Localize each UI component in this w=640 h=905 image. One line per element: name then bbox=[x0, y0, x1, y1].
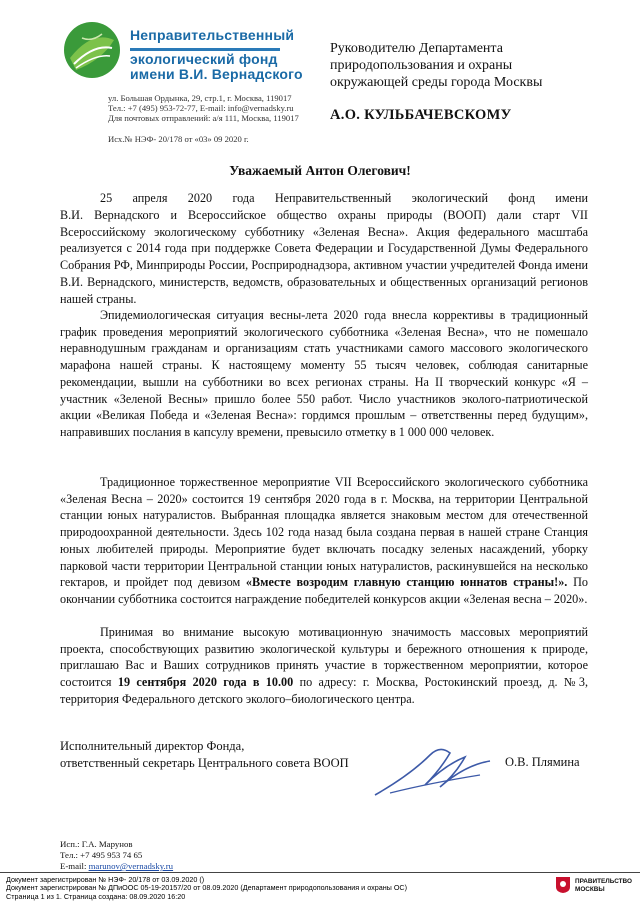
paragraph-3-motto: «Вместе возродим главную станцию юннатов страны!». bbox=[245, 575, 568, 590]
registration-footer bbox=[6, 876, 407, 901]
paragraph-3 bbox=[60, 474, 588, 608]
paragraph-4 bbox=[60, 624, 588, 708]
outgoing-number: Исх.№ НЭФ- 20/178 от «03» 09 2020 г. bbox=[108, 134, 249, 144]
fund-logo-icon bbox=[62, 20, 122, 80]
signatory-block bbox=[60, 738, 349, 771]
org-address: ул. Большая Ордынка, 29, стр.1, г. Москва, 119017 bbox=[108, 93, 292, 103]
addressee-line1: Руководителю Департамента bbox=[330, 41, 503, 56]
gov-label-line2: МОСКВЫ bbox=[575, 885, 605, 893]
executor-phone: Тел.: +7 495 953 74 65 bbox=[60, 850, 143, 860]
org-phone: Тел.: +7 (495) 953-72-77, E-mail: info@vernadsky.ru bbox=[108, 103, 294, 113]
addressee-line2: природопользования и охраны bbox=[330, 58, 513, 73]
footer-divider bbox=[0, 872, 640, 873]
moscow-government-label bbox=[575, 878, 632, 893]
executor-email-row bbox=[60, 861, 173, 872]
signatory-name: О.В. Плямина bbox=[505, 755, 580, 769]
org-name bbox=[130, 28, 303, 82]
org-divider bbox=[130, 48, 280, 51]
paragraph-2: Эпидемиологическая ситуация весны-лета 2020 года внесла коррективы в традиционный график проведения мероприятий экологического субботника «Зеленая Весна», что не помешало неравнодушным гражданам и организациям стать участниками самого массового экологического марафона нашей страны. К настоящему моменту 55 тысяч человек, соблюдая санитарные рекомендации, вышли на субботники во всех регионах страны. На II творческий конкурс «Я – участник «Зеленой Весны» пришло более 550 работ. Число участников эколого-патриотической акции «Великая Победа и «Зеленая Весна»: гордимся прошлым – ответственны перед будущим», направивших послания в капсулу времени, превысило отметку в 1 000 000 человек. bbox=[60, 308, 588, 439]
org-name-line1: Неправительственный bbox=[130, 27, 295, 43]
org-postal: Для почтовых отправлений: а/я 111, Москва, 119017 bbox=[108, 113, 299, 123]
addressee-line3: окружающей среды города Москвы bbox=[330, 75, 543, 90]
addressee-name: А.О. КУЛЬБАЧЕВСКОМУ bbox=[330, 107, 512, 123]
footer-line2: Документ зарегистрирован № ДПиООС 05-19-20157/20 от 08.09.2020 (Департамент природопользования и охраны ОС) bbox=[6, 883, 408, 893]
signatory-line2: ответственный секретарь Центрального совета ВООП bbox=[60, 755, 349, 770]
signatory-line1: Исполнительный директор Фонда, bbox=[60, 739, 245, 753]
footer-line3: Страница 1 из 1. Страница создана: 08.09.2020 16:20 bbox=[6, 891, 186, 901]
paragraph-4-date: 19 сентября 2020 года в 10.00 bbox=[117, 675, 294, 690]
gov-label-line1: ПРАВИТЕЛЬСТВО bbox=[575, 878, 632, 885]
handwritten-signature-icon bbox=[370, 735, 500, 805]
moscow-emblem-icon bbox=[555, 876, 571, 894]
org-name-line3: имени В.И. Вернадского bbox=[130, 66, 303, 82]
executor-email-link[interactable]: marunov@vernadsky.ru bbox=[88, 861, 174, 871]
executor-block bbox=[60, 839, 173, 872]
greeting: Уважаемый Антон Олегович! bbox=[229, 163, 411, 178]
executor-name: Исп.: Г.А. Марунов bbox=[60, 839, 133, 849]
paragraph-1-first-line: 25 апреля 2020 года Неправительственный экологический фонд имени bbox=[100, 191, 588, 205]
executor-email-label: E-mail: bbox=[60, 861, 89, 871]
paragraph-1: В.И. Вернадского и Всероссийское общество охраны природы (ВООП) дали старт VII Всероссийскому экологическому субботнику «Зеленая Весна». Акция федерального масштаба реализуется с 2014 года при поддержке Совета Федерации и Государственной Думы Федерального Собрания РФ, Минприроды России, Росприроднадзора, активном участии учредителей Фонда имени В.И. Вернадского, министерств, ведомств, образовательных и общественных организаций регионов нашей страны. bbox=[60, 208, 588, 306]
paragraph-4-text: Принимая во внимание высокую мотивационную значимость массовых мероприятий проекта, способствующих развитию экологической культуры и бережного отношения к природе, приглашаю Вас и Ваших сотрудников принять участие в торжественном мероприятии, которое состоится bbox=[60, 625, 588, 690]
paragraph-4-end: по адресу: г. Москва, Ростокинский проезд, д. №3, территория Федерального детского эколого–биологического центра. bbox=[60, 675, 588, 706]
org-name-line2: экологический фонд bbox=[130, 51, 278, 67]
footer-line1: Документ зарегистрирован № НЭФ- 20/178 от 03.09.2020 () bbox=[6, 875, 205, 884]
paragraph-3-text: Традиционное торжественное мероприятие VII Всероссийского экологического субботника «Зеленая Весна – 2020» состоится 19 сентября 2020 года в г. Москва, на территории Центральной станции юных натуралистов. Выбранная площадка является знаковым местом для отечественной природоохранной деятельности. Здесь 102 года назад была создана первая в нашей стране Станция юных любителей природы. Мероприятие будет включать посадку зеленых насаждений, уборку парковой части территории Центральной станции юных натуралистов, раскинувшейся на несколько гектаров, и пройдет под девизом bbox=[60, 475, 588, 590]
addressee-block bbox=[330, 40, 542, 91]
paragraph-3-end: По окончании субботника состоится награждение победителей конкурсов акции «Зеленая весна – 2020». bbox=[60, 575, 588, 606]
